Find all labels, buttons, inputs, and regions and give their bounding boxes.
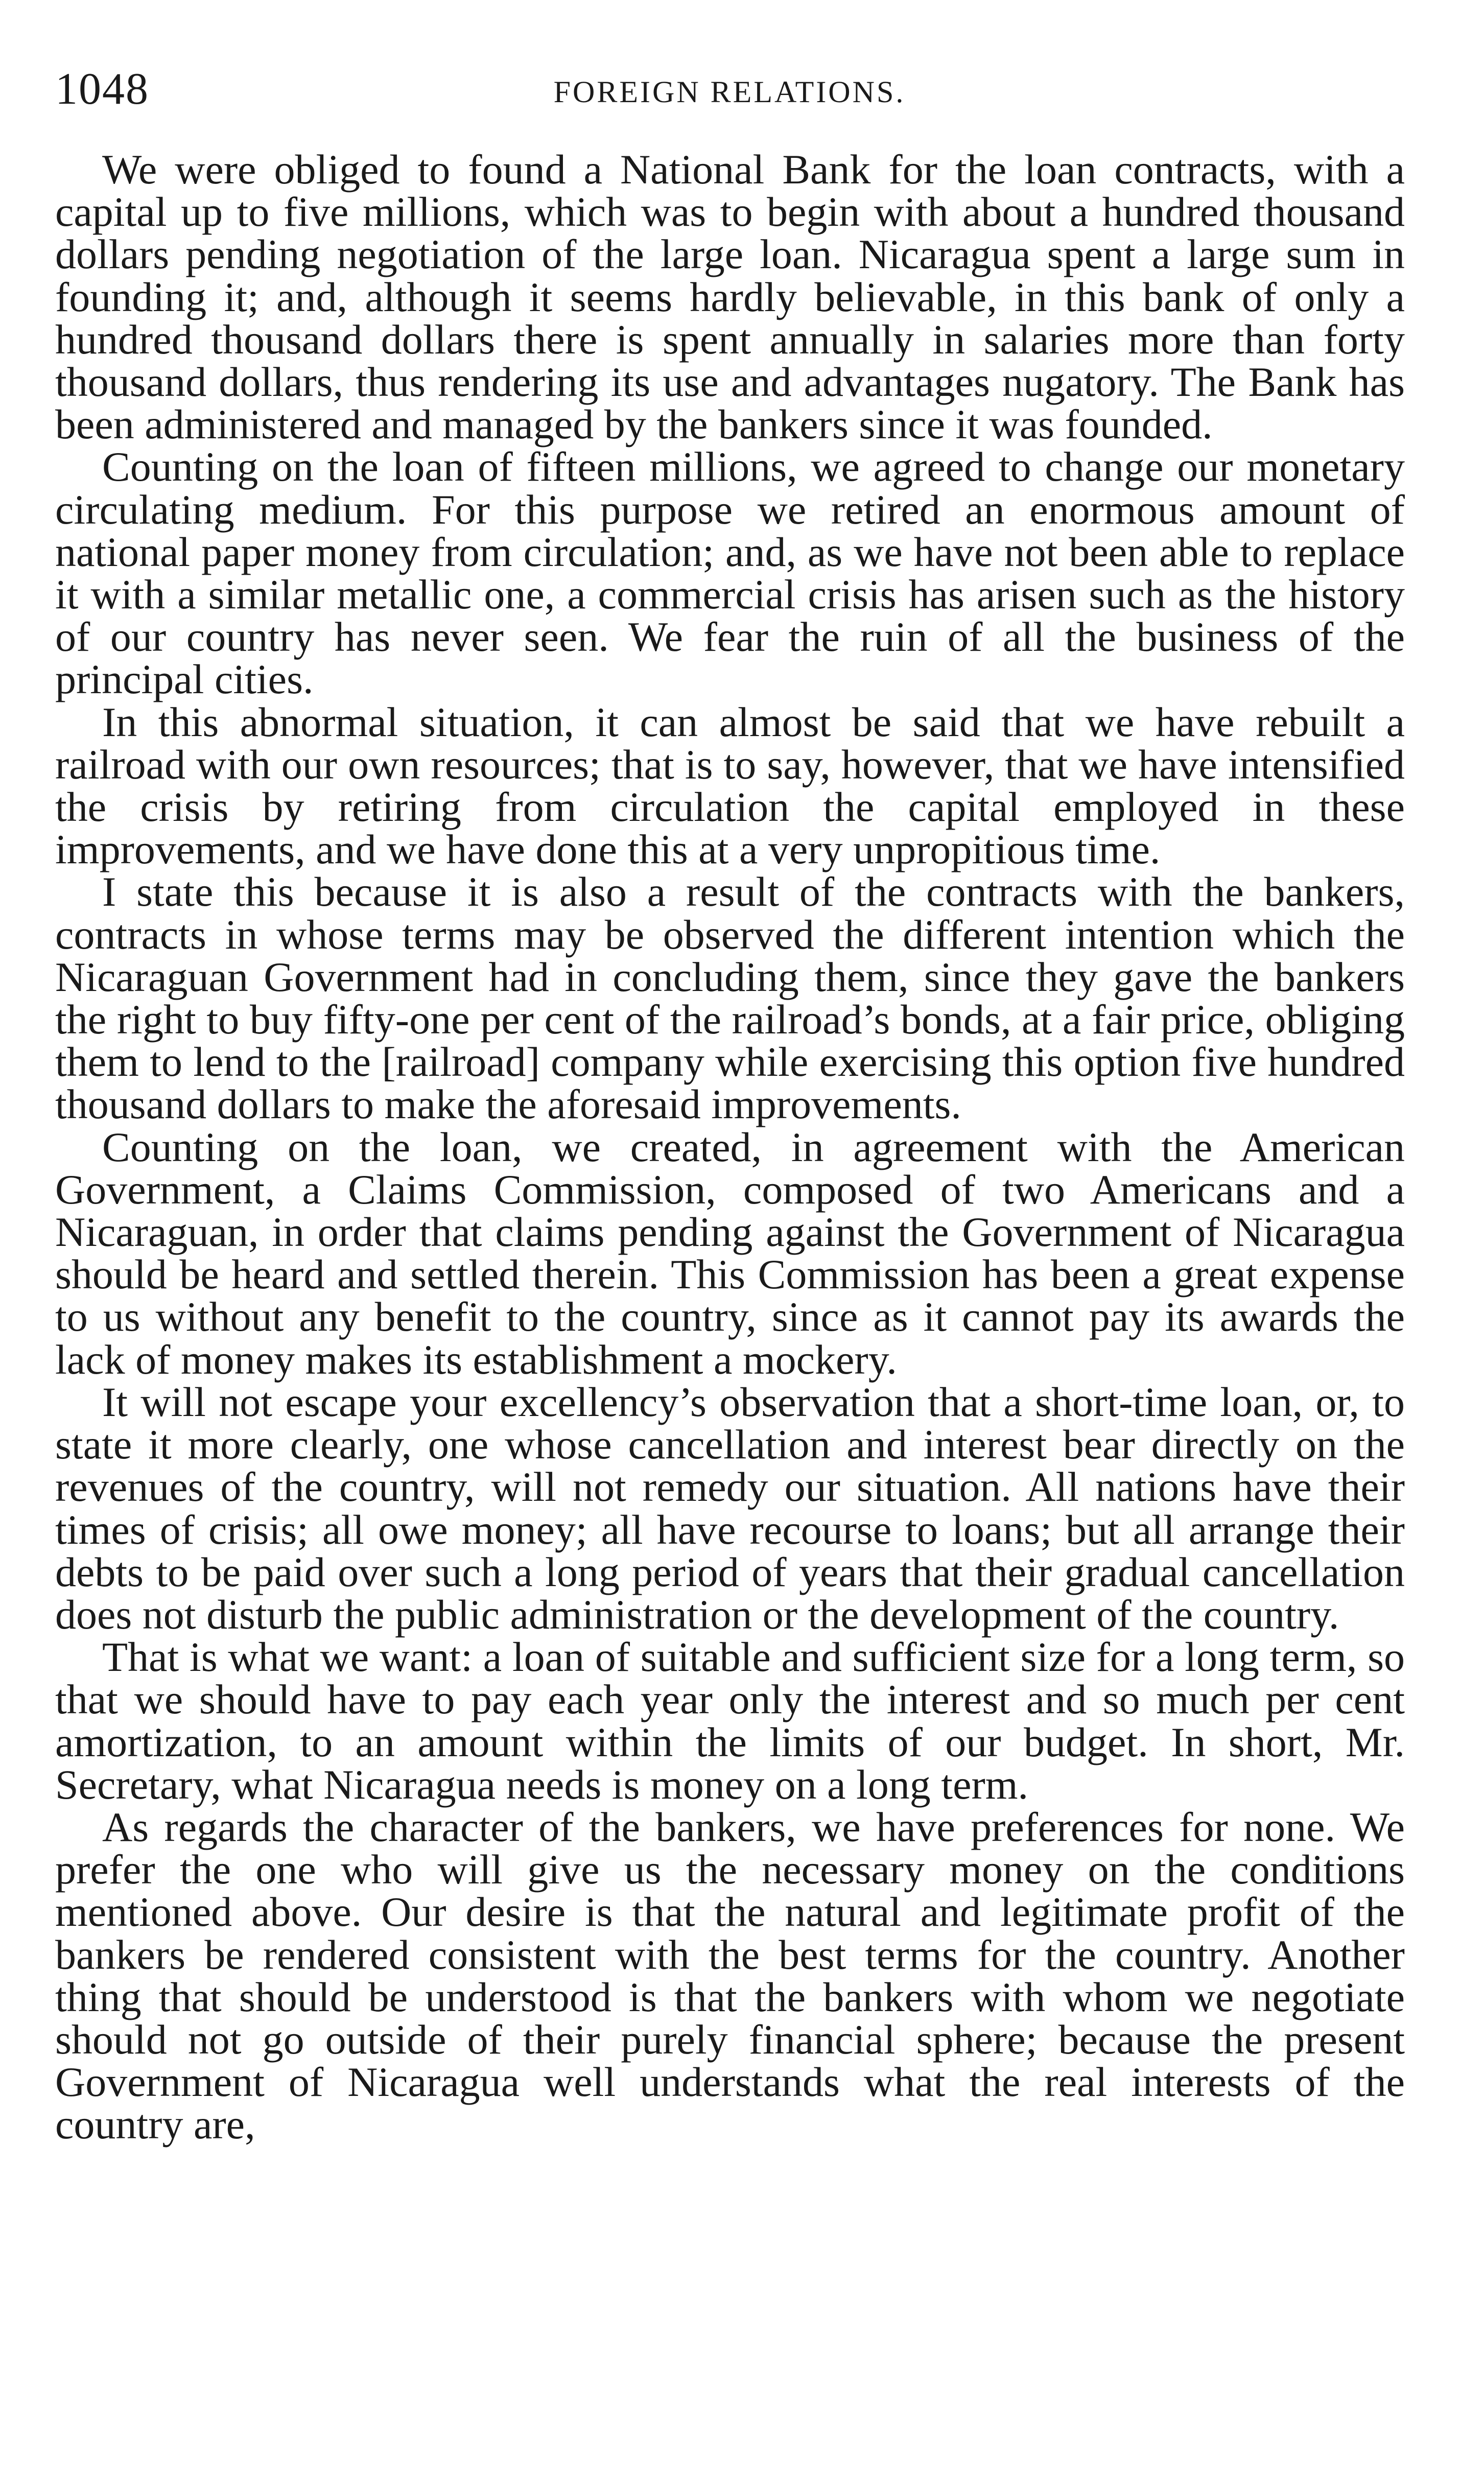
paragraph-railroad-crisis: In this abnormal situation, it can almost be said that we have rebuilt a railroad with our own resources; that is to say, however, that we have intensified the crisis by retiring from circulation the capital employed in these improvements, and we have done this at a very unpropitious time. — [55, 698, 1405, 873]
paragraph-bankers-character: As regards the character of the bankers, we have preferences for none. We prefer the one who will give us the necessary money on the conditions mentioned above. Our desire is that the natural and legitimate profit of the bankers be rendered consistent with the best terms for the country. Another thing that should be understood is that the bankers with whom we negotiate should not go outside of their purely financial sphere; because the present Government of Nicaragua well understands what the real interests of the country are, — [55, 1803, 1405, 2148]
page-header — [55, 61, 1404, 117]
paragraph-claims-commission: Counting on the loan, we created, in agreement with the American Government, a Claims Commission, composed of two Americans and a Nicaraguan, in order that claims pending against the Government of Nicaragua should be heard and settled therein. This Commission has been a great expense to us without any benefit to the country, since as it cannot pay its awards the lack of money makes its establishment a mockery. — [55, 1123, 1405, 1383]
running-head: FOREIGN RELATIONS. — [553, 75, 906, 109]
paragraph-monetary-medium: Counting on the loan of fifteen millions, we agreed to change our monetary circulating medium. For this purpose we retired an enormous amount of national paper money from circulation; and, as we have not been able to replace it with a similar metallic one, a commercial crisis has arisen such as the history of our country has never seen. We fear the ruin of all the business of the principal cities. — [55, 443, 1405, 703]
paragraph-short-time-loan: It will not escape your excellency’s observation that a short-time loan, or, to state it more clearly, one whose cancellation and interest bear directly on the revenues of the country, will not remedy our situation. All nations have their times of crisis; all owe money; all have recourse to loans; but all arrange their debts to be paid over such a long period of years that their gradual cancellation does not disturb the public administration or the development of the country. — [55, 1378, 1405, 1638]
body-text — [55, 148, 1405, 2146]
page-number: 1048 — [55, 64, 149, 114]
paragraph-national-bank: We were obliged to found a National Bank for the loan contracts, with a capital up to five millions, which was to begin with about a hundred thousand dollars pending negotiation of the large loan. Nicaragua spent a large sum in founding it; and, although it seems hardly believable, in this bank of only a hundred thousand dollars there is spent annually in salaries more than forty thousand dollars, thus rendering its use and advantages nugatory. The Bank has been administered and managed by the bankers since it was founded. — [55, 146, 1405, 448]
paragraph-bankers-contracts: I state this because it is also a result of the contracts with the bankers, contracts in whose terms may be observed the different intention which the Nicaraguan Government had in concluding them, since they gave the bankers the right to buy fifty-one per cent of the railroad’s bonds, at a fair price, obliging them to lend to the [railroad] company while exercising this option five hundred thousand dollars to make the aforesaid improvements. — [55, 868, 1405, 1128]
paragraph-long-term-loan: That is what we want: a loan of suitable and sufficient size for a long term, so that we should have to pay each year only the interest and so much per cent amortization, to an amount within the limits of our budget. In short, Mr. Secretary, what Nicaragua needs is money on a long term. — [55, 1634, 1405, 1808]
